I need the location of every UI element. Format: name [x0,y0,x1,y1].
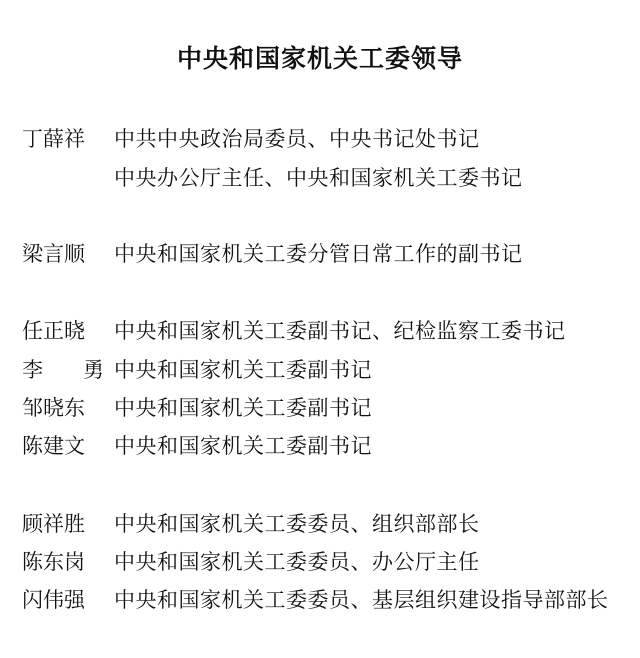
leader-name: 陈建文 [22,434,85,458]
leader-title: 中央和国家机关工委副书记 [114,358,372,382]
leader-title: 中央和国家机关工委分管日常工作的副书记 [114,242,523,266]
leader-name: 闪伟强 [22,588,85,612]
leader-entry [0,355,640,385]
leader-name: 陈东岗 [22,550,85,574]
leader-name: 任正晓 [22,319,85,343]
leader-title: 中央和国家机关工委委员、办公厅主任 [114,550,480,574]
leader-name: 顾祥胜 [22,512,85,536]
leader-entry-continued [0,163,640,193]
leader-name: 梁言顺 [22,242,85,266]
leader-title: 中央办公厅主任、中央和国家机关工委书记 [114,166,523,190]
leader-entry [0,393,640,423]
leader-name-char: 勇 [83,358,104,382]
leader-entry [0,509,640,539]
page-title: 中央和国家机关工委领导 [176,44,463,73]
leader-title: 中央和国家机关工委委员、组织部部长 [114,512,480,536]
leader-title: 中央和国家机关工委委员、基层组织建设指导部部长 [114,588,609,612]
leader-title: 中共中央政治局委员、中央书记处书记 [114,127,480,151]
leader-name: 丁薛祥 [22,127,85,151]
leader-title: 中央和国家机关工委副书记、纪检监察工委书记 [114,319,566,343]
leader-title: 中央和国家机关工委副书记 [114,396,372,420]
leader-entry [0,124,640,154]
leader-name: 邹晓东 [22,396,85,420]
leader-entry [0,431,640,461]
leader-title: 中央和国家机关工委副书记 [114,434,372,458]
leader-entry [0,547,640,577]
leader-name [22,355,104,385]
leader-entry [0,239,640,269]
leader-name-char: 李 [22,358,43,382]
leader-entry [0,585,640,615]
leader-entry [0,316,640,346]
